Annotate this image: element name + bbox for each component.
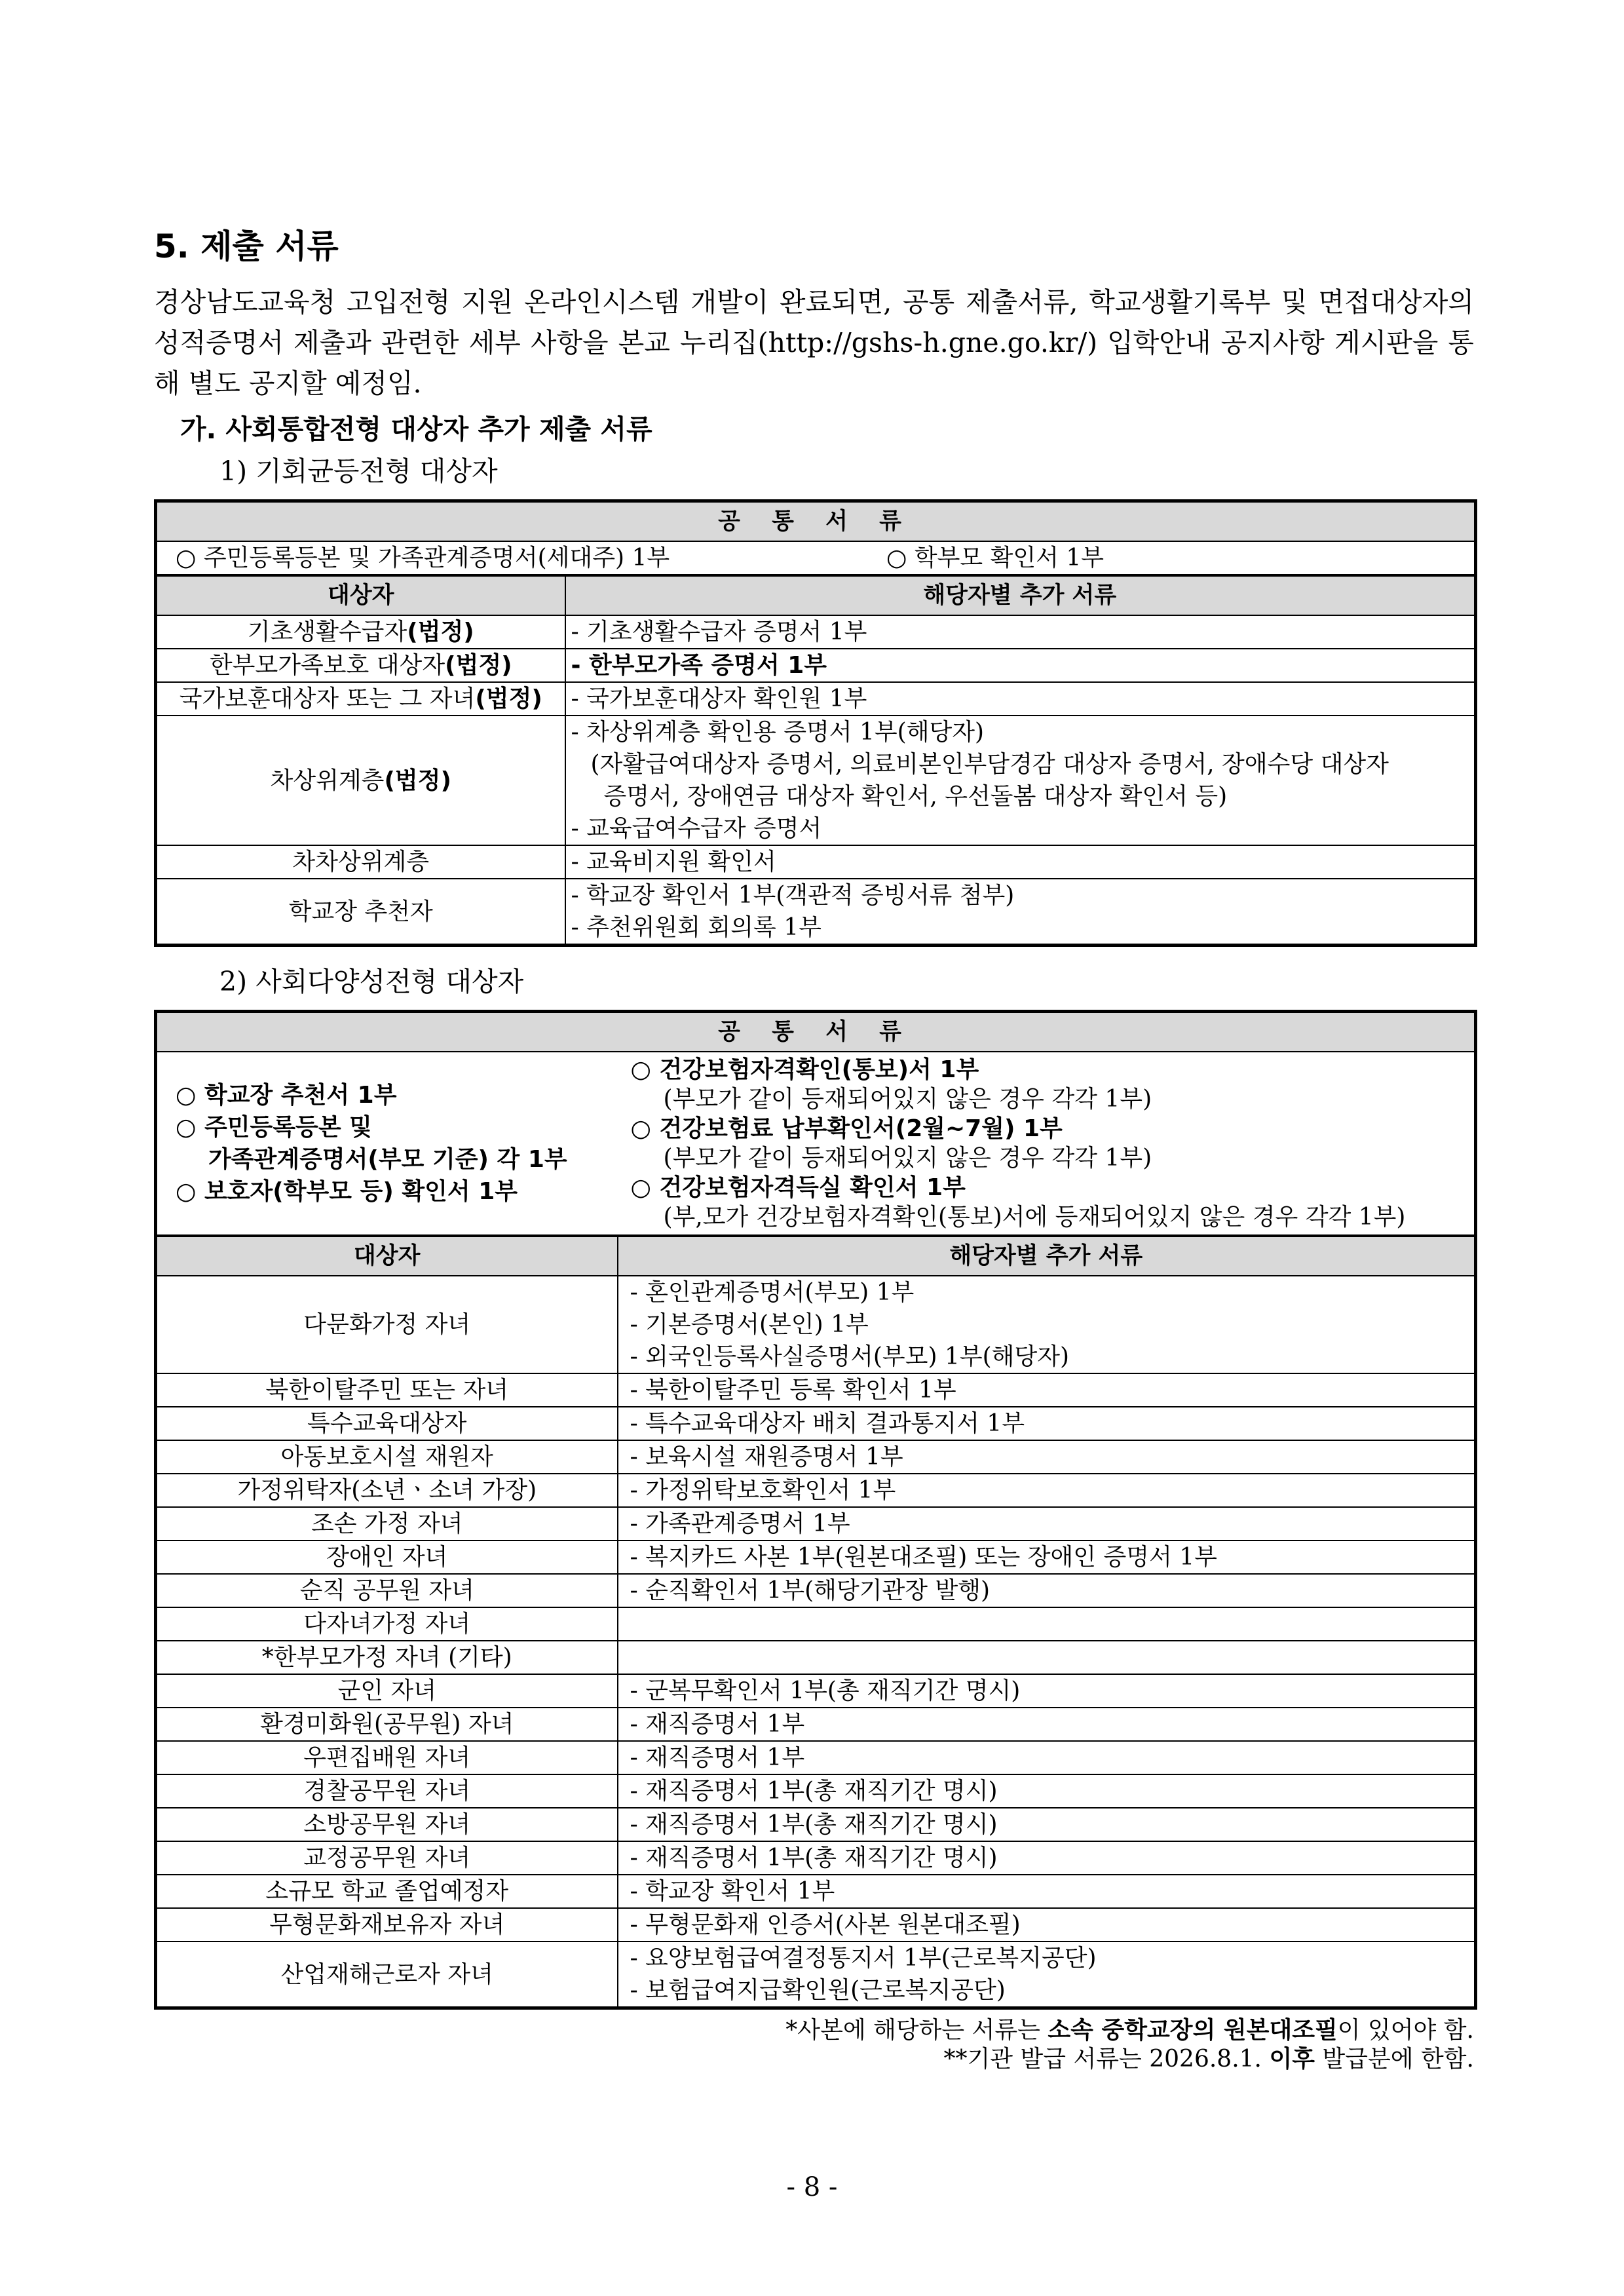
doc-item: - 군복무확인서 1부(총 재직기간 명시) [630, 1677, 1021, 1704]
target-cell: 특수교육대상자 [156, 1407, 618, 1440]
doc-item: - 혼인관계증명서(부모) 1부 [630, 1279, 915, 1306]
target-cell: 무형문화재보유자 자녀 [156, 1908, 618, 1942]
docs-cell [618, 1741, 1476, 1774]
common-doc-item: (부모가 같이 등재되어있지 않은 경우 각각 1부) [663, 1086, 1152, 1113]
doc-item: - 재직증명서 1부(총 재직기간 명시) [630, 1845, 998, 1871]
table-row [156, 1440, 1476, 1474]
doc-item: - 교육비지원 확인서 [571, 849, 776, 875]
target-cell: 가정위탁자(소년ㆍ소녀 가장) [156, 1474, 618, 1507]
target-cell: 소규모 학교 졸업예정자 [156, 1875, 618, 1908]
common-doc-item: ○ 건강보험자격득실 확인서 1부 [630, 1174, 966, 1201]
target-name: 학교장 추천자 [288, 898, 433, 925]
common-docs-cell [156, 541, 1476, 575]
table-row [156, 1908, 1476, 1942]
table-row [156, 682, 1476, 716]
target-cell [156, 716, 565, 845]
intro-paragraph: 경상남도교육청 고입전형 지원 온라인시스템 개발이 완료되면, 공통 제출서류, 학교생활기록부 및 면접대상자의 성적증명서 제출과 관련한 세부 사항을 본교 누리집(http://gshs-h.gne.go.kr/) 입학안내 공지사항 게시판을 통해 별도 공지할 예정임. [154, 286, 1474, 399]
target-cell: 소방공무원 자녀 [156, 1808, 618, 1841]
docs-cell [618, 1373, 1476, 1407]
doc-item: - 특수교육대상자 배치 결과통지서 1부 [630, 1410, 1025, 1437]
doc-item: - 추천위원회 회의록 1부 [571, 914, 821, 941]
table-row [156, 1574, 1476, 1607]
common-doc-item: (부모가 같이 등재되어있지 않은 경우 각각 1부) [663, 1145, 1152, 1172]
common-docs-header: 공 통 서 류 [156, 501, 1476, 542]
table-row [156, 1808, 1476, 1841]
doc-item [630, 1608, 1469, 1640]
doc-item: - 가정위탁보호확인서 1부 [630, 1477, 896, 1504]
common-doc-item: ○ 보호자(학부모 등) 확인서 1부 [176, 1178, 518, 1205]
table-row [156, 615, 1476, 649]
col-header-docs: 해당자별 추가 서류 [565, 575, 1476, 615]
docs-cell [565, 879, 1476, 946]
docs-cell [618, 1407, 1476, 1440]
page-number: - 8 - [786, 2172, 838, 2202]
common-doc-item: ○ 건강보험자격확인(통보)서 1부 [630, 1056, 979, 1083]
table-row [156, 1774, 1476, 1808]
doc-item: - 재직증명서 1부(총 재직기간 명시) [630, 1811, 998, 1838]
table-row [156, 1474, 1476, 1507]
table2-heading: 2) 사회다양성전형 대상자 [219, 966, 524, 997]
docs-cell [618, 1474, 1476, 1507]
table-row [156, 1641, 1476, 1674]
target-cell [156, 615, 565, 649]
table-row [156, 1407, 1476, 1440]
footnote-1: *사본에 해당하는 서류는 소속 중학교장의 원본대조필이 있어야 함. [785, 2017, 1474, 2044]
footnote-2: **기관 발급 서류는 2026.8.1. 이후 발급분에 한함. [943, 2046, 1474, 2073]
target-name: 차상위계층 [270, 767, 385, 794]
table-row [156, 1841, 1476, 1875]
target-cell: 경찰공무원 자녀 [156, 1774, 618, 1808]
target-name: 차차상위계층 [292, 849, 430, 875]
common-doc-item: (부,모가 건강보험자격확인(통보)서에 등재되어있지 않은 경우 각각 1부) [663, 1204, 1406, 1231]
doc-item: - 외국인등록사실증명서(부모) 1부(해당자) [630, 1343, 1070, 1370]
legal-tag: (법정) [407, 619, 474, 645]
table-row [156, 879, 1476, 946]
target-cell: 군인 자녀 [156, 1674, 618, 1708]
target-cell: 순직 공무원 자녀 [156, 1574, 618, 1607]
doc-item: 증명서, 장애연금 대상자 확인서, 우선돌봄 대상자 확인서 등) [603, 783, 1228, 810]
target-cell [156, 845, 565, 879]
docs-cell [618, 1774, 1476, 1808]
subsection-title: 가. 사회통합전형 대상자 추가 제출 서류 [180, 413, 652, 445]
doc-item: - 차상위계층 확인용 증명서 1부(해당자) [571, 719, 985, 746]
document-page [154, 223, 1474, 2074]
common-docs-left [156, 1052, 618, 1236]
doc-item: - 복지카드 사본 1부(원본대조필) 또는 장애인 증명서 1부 [630, 1544, 1217, 1571]
target-cell: *한부모가정 자녀 (기타) [156, 1641, 618, 1674]
target-cell: 산업재해근로자 자녀 [156, 1942, 618, 2008]
docs-cell [618, 1674, 1476, 1708]
target-cell: 다문화가정 자녀 [156, 1276, 618, 1373]
doc-item: - 무형문화재 인증서(사본 원본대조필) [630, 1911, 1021, 1938]
common-doc-item: ○ 학교장 추천서 1부 [176, 1082, 397, 1109]
table-row [156, 1507, 1476, 1540]
target-cell [156, 879, 565, 946]
footnotes [154, 2016, 1474, 2074]
doc-item: - 재직증명서 1부(총 재직기간 명시) [630, 1778, 998, 1805]
opportunity-table [154, 499, 1477, 947]
docs-cell [618, 1574, 1476, 1607]
doc-item [630, 1641, 1469, 1674]
common-doc-item: ○ 주민등록등본 및 [176, 1114, 372, 1141]
legal-tag: (법정) [475, 685, 542, 712]
table1-heading: 1) 기회균등전형 대상자 [219, 455, 498, 487]
target-cell: 장애인 자녀 [156, 1540, 618, 1574]
target-name: 기초생활수급자 [247, 619, 407, 645]
docs-cell [565, 682, 1476, 716]
table-row [156, 1674, 1476, 1708]
common-doc-right: ○ 학부모 확인서 1부 [886, 545, 1105, 571]
doc-item: - 국가보훈대상자 확인원 1부 [571, 685, 867, 712]
doc-item: - 가족관계증명서 1부 [630, 1510, 850, 1537]
docs-cell [618, 1942, 1476, 2008]
doc-item: - 요양보험급여결정통지서 1부(근로복지공단) [630, 1945, 1097, 1972]
docs-cell [618, 1540, 1476, 1574]
target-cell: 조손 가정 자녀 [156, 1507, 618, 1540]
docs-cell [618, 1276, 1476, 1373]
doc-item: - 북한이탈주민 등록 확인서 1부 [630, 1377, 956, 1404]
docs-cell [618, 1808, 1476, 1841]
docs-cell [565, 716, 1476, 845]
target-cell: 우편집배원 자녀 [156, 1741, 618, 1774]
doc-item: - 학교장 확인서 1부 [630, 1878, 835, 1905]
target-cell: 다자녀가정 자녀 [156, 1607, 618, 1641]
doc-item: - 순직확인서 1부(해당기관장 발행) [630, 1577, 991, 1604]
docs-cell [618, 1440, 1476, 1474]
common-docs-right [618, 1052, 1476, 1236]
table-row [156, 649, 1476, 682]
docs-cell [618, 1841, 1476, 1875]
target-cell: 교정공무원 자녀 [156, 1841, 618, 1875]
target-cell: 아동보호시설 재원자 [156, 1440, 618, 1474]
docs-cell [618, 1708, 1476, 1741]
table-row [156, 1708, 1476, 1741]
common-doc-item: 가족관계증명서(부모 기준) 각 1부 [208, 1146, 567, 1173]
col-header-docs: 해당자별 추가 서류 [618, 1236, 1476, 1276]
target-cell: 북한이탈주민 또는 자녀 [156, 1373, 618, 1407]
docs-cell [618, 1641, 1476, 1674]
doc-item: - 한부모가족 증명서 1부 [571, 652, 827, 679]
table-row [156, 1942, 1476, 2008]
table-row [156, 1607, 1476, 1641]
legal-tag: (법정) [445, 652, 512, 679]
target-cell: 환경미화원(공무원) 자녀 [156, 1708, 618, 1741]
doc-item: - 학교장 확인서 1부(객관적 증빙서류 첨부) [571, 882, 1015, 909]
doc-item: - 기본증명서(본인) 1부 [630, 1311, 869, 1338]
table-row [156, 716, 1476, 845]
col-header-target: 대상자 [156, 1236, 618, 1276]
table-row [156, 1540, 1476, 1574]
table-row [156, 1373, 1476, 1407]
docs-cell [565, 615, 1476, 649]
diversity-table [154, 1010, 1477, 2010]
section-title: 5. 제출 서류 [154, 227, 339, 265]
target-name: 국가보훈대상자 또는 그 자녀 [179, 685, 476, 712]
common-docs-header: 공 통 서 류 [156, 1012, 1476, 1052]
legal-tag: (법정) [384, 767, 451, 794]
doc-item: (자활급여대상자 증명서, 의료비본인부담경감 대상자 증명서, 장애수당 대상자 [590, 751, 1389, 778]
docs-cell [618, 1507, 1476, 1540]
docs-cell [565, 845, 1476, 879]
target-cell [156, 682, 565, 716]
table-row [156, 845, 1476, 879]
doc-item: - 보험급여지급확인원(근로복지공단) [630, 1977, 1006, 2004]
common-doc-item: ○ 건강보험료 납부확인서(2월~7월) 1부 [630, 1115, 1063, 1142]
target-cell [156, 649, 565, 682]
doc-item: - 재직증명서 1부 [630, 1711, 805, 1738]
doc-item: - 보육시설 재원증명서 1부 [630, 1444, 903, 1470]
doc-item: - 교육급여수급자 증명서 [571, 815, 822, 842]
docs-cell [618, 1908, 1476, 1942]
doc-item: - 기초생활수급자 증명서 1부 [571, 619, 867, 645]
table-row [156, 1875, 1476, 1908]
common-doc-left: ○ 주민등록등본 및 가족관계증명서(세대주) 1부 [176, 545, 670, 571]
table-row [156, 1741, 1476, 1774]
docs-cell [618, 1607, 1476, 1641]
docs-cell [618, 1875, 1476, 1908]
doc-item: - 재직증명서 1부 [630, 1744, 805, 1771]
col-header-target: 대상자 [156, 575, 565, 615]
target-name: 한부모가족보호 대상자 [209, 652, 445, 679]
docs-cell [565, 649, 1476, 682]
table-row [156, 1276, 1476, 1373]
